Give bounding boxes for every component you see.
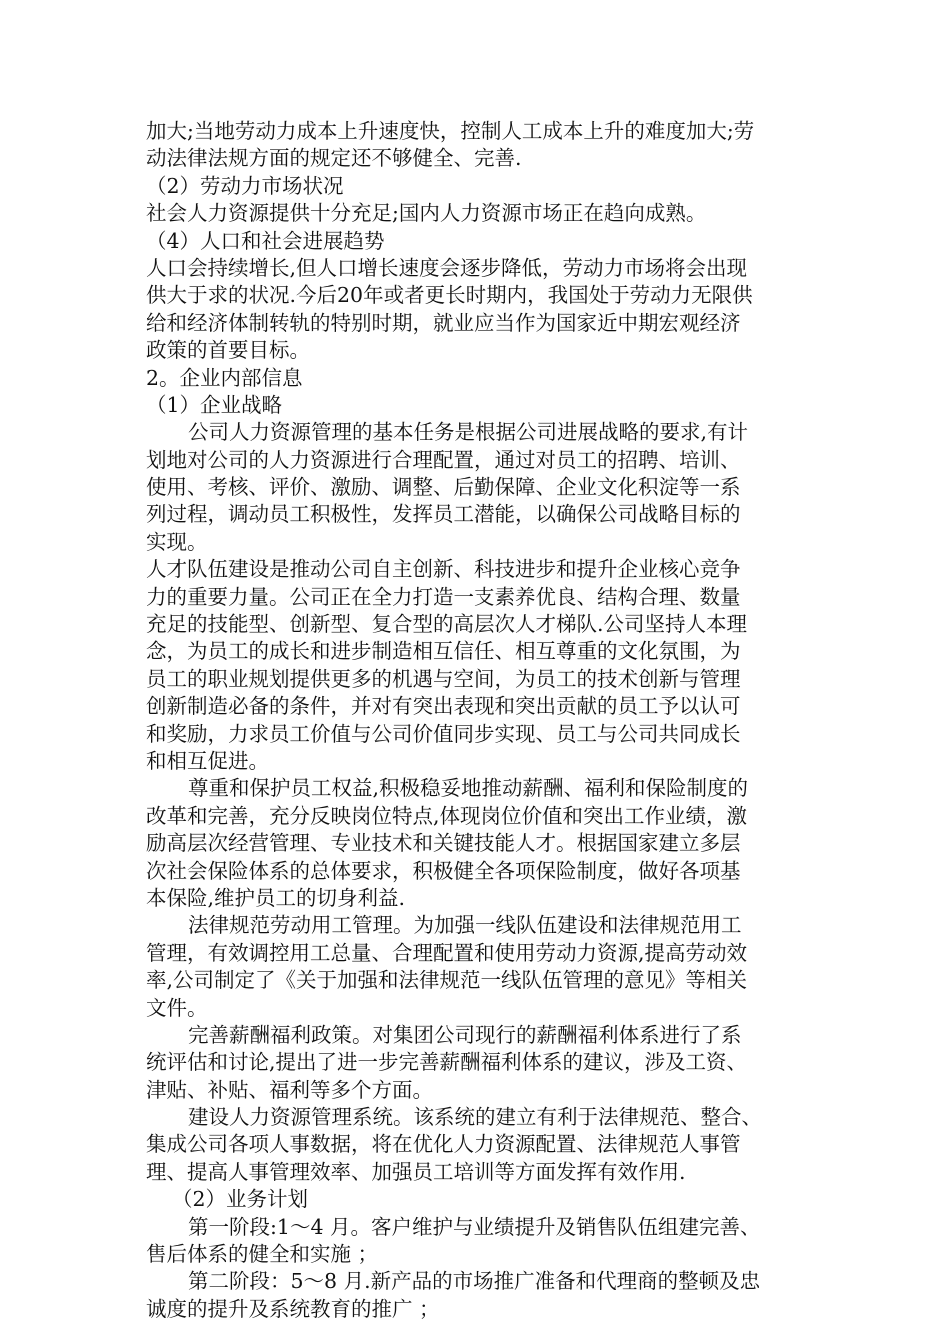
text-line: 次社会保险体系的总体要求，积极健全各项保险制度，做好各项基 [146,858,741,883]
text-line: 理、提高人事管理效率、加强员工培训等方面发挥有效作用. [146,1159,686,1184]
text-line: 励高层次经营管理、专业技术和关键技能人才。根据国家建立多层 [146,831,741,856]
section-heading: （4）人口和社会进展趋势 [146,228,385,253]
text-line: 力的重要力量。公司正在全力打造一支素养优良、结构合理、数量 [146,584,741,609]
text-line: 第一阶段:1～4 月。客户维护与业绩提升及销售队伍组建完善、 [188,1214,761,1239]
section-heading: （2）劳动力市场状况 [146,173,344,198]
text-line: 员工的职业规划提供更多的机遇与空间，为员工的技术创新与管理 [146,666,741,691]
text-line: 列过程，调动员工积极性，发挥员工潜能，以确保公司战略目标的 [146,502,741,527]
text-line: 文件。 [146,995,208,1020]
section-heading: （2）业务计划 [172,1187,309,1212]
text-line: 政策的首要目标。 [146,338,310,363]
text-line: 建设人力资源管理系统。该系统的建立有利于法律规范、整合、 [188,1105,762,1130]
text-line: 使用、考核、评价、激励、调整、后勤保障、企业文化积淀等一系 [146,475,741,500]
text-line: 改革和完善，充分反映岗位特点,体现岗位价值和突出工作业绩，激 [146,803,748,828]
text-line: 充足的技能型、创新型、复合型的高层次人才梯队.公司坚持人本理 [146,612,748,637]
text-line: 创新制造必备的条件，并对有突出表现和突出贡献的员工予以认可 [146,694,741,719]
text-line: 本保险,维护员工的切身利益. [146,885,406,910]
text-line: 率,公司制定了《关于加强和法律规范一线队伍管理的意见》等相关 [146,968,748,993]
text-line: 法律规范劳动用工管理。为加强一线队伍建设和法律规范用工 [188,913,742,938]
text-line: 管理，有效调控用工总量、合理配置和使用劳动力资源,提高劳动效 [146,940,748,965]
text-line: 诚度的提升及系统教育的推广 ； [146,1296,440,1321]
text-line: 念，为员工的成长和进步制造相互信任、相互尊重的文化氛围，为 [146,639,741,664]
section-heading: 2。企业内部信息 [146,365,303,390]
text-line: 尊重和保护员工权益,积极稳妥地推动薪酬、福利和保险制度的 [188,776,749,801]
text-line: 津贴、补贴、福利等多个方面。 [146,1077,433,1102]
text-line: 供大于求的状况.今后20年或者更长时期内，我国处于劳动力无限供 [146,283,753,308]
document-page [146,118,810,1323]
text-line: 统评估和讨论,提出了进一步完善薪酬福利体系的建议，涉及工资、 [146,1050,748,1075]
text-line: 社会人力资源提供十分充足;国内人力资源市场正在趋向成熟。 [146,201,707,226]
text-line: 人口会持续增长,但人口增长速度会逐步降低，劳动力市场将会出现 [146,255,748,280]
text-line: 人才队伍建设是推动公司自主创新、科技进步和提升企业核心竞争 [146,557,741,582]
text-line: 售后体系的健全和实施 ； [146,1242,379,1267]
text-line: 实现。 [146,529,208,554]
text-line: 和相互促进。 [146,748,269,773]
text-line: 集成公司各项人事数据，将在优化人力资源配置、法律规范人事管 [146,1132,741,1157]
text-line: 加大;当地劳动力成本上升速度快，控制人工成本上升的难度加大;劳 [146,119,755,143]
text-line: 完善薪酬福利政策。对集团公司现行的薪酬福利体系进行了系 [188,1022,742,1047]
text-line: 给和经济体制转轨的特别时期，就业应当作为国家近中期宏观经济 [146,310,741,335]
text-line: 公司人力资源管理的基本任务是根据公司进展战略的要求,有计 [188,420,749,445]
text-line: 划地对公司的人力资源进行合理配置，通过对员工的招聘、培训、 [146,447,741,472]
text-line: 和奖励，力求员工价值与公司价值同步实现、员工与公司共同成长 [146,721,741,746]
text-line: 第二阶段：5～8 月.新产品的市场推广准备和代理商的整顿及忠 [188,1269,761,1294]
text-line: 动法律法规方面的规定还不够健全、完善. [146,146,522,171]
section-heading: （1）企业战略 [146,392,283,417]
